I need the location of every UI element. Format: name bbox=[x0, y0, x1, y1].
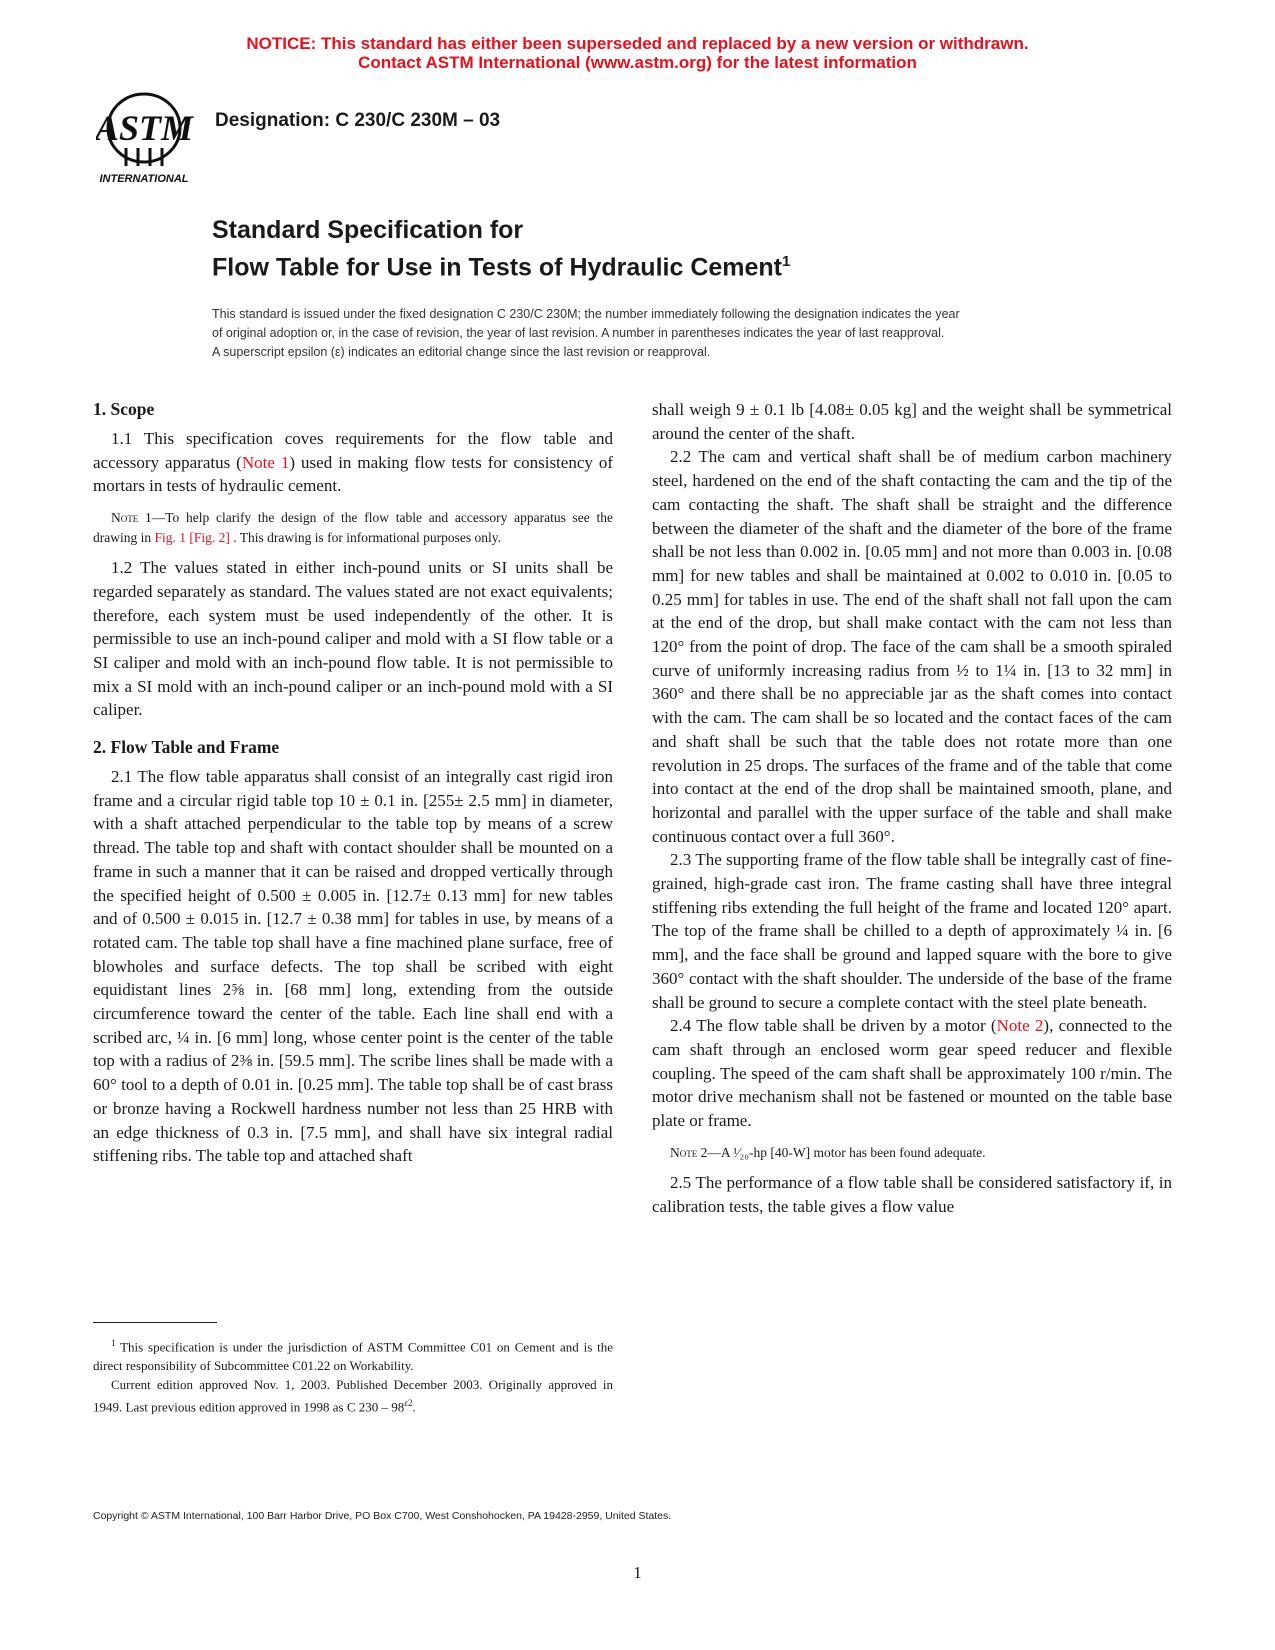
footnote-edition: Current edition approved Nov. 1, 2003. Published December 2003. Originally approved in 1949. Last previous edition approved in 1998 as C $230 - 98^{\varepsilon 2}$. bbox=[93, 1377, 613, 1415]
title-footnote-ref[interactable]: 1 bbox=[782, 253, 791, 270]
paragraph-2-1-continued: shall weigh 9 ± 0.1 lb [4.08± 0.05 kg] and the weight shall be symmetrical around the center of the shaft. bbox=[652, 400, 1172, 443]
paragraph-2-1: 2.1 The flow table apparatus shall consist of an integrally cast rigid iron frame and a circular rigid table top 10 ± 0.1 in. [255± 2.5 mm] in diameter, with a shaft attached perpendicular to the table top by means of a screw thread. The table top and shaft with contact shoulder shall be mounted on a frame in such a manner that it can be raised and dropped vertically through the specified height of 0.500 ± 0.005 in. [12.7± 0.13 mm] for new tables and of 0.500 ± 0.015 in. [12.7 ± 0.38 mm] for tables in use, by means of a rotated cam. The table top shall have a fine machined plane surface, free of blowholes and surface defects. The top shall be scribed with eight equidistant lines 2⅝ in. [68 mm] long, extending from the outside circumference toward the center of the table. Each line shall end with a scribed arc, ¼ in. [6 mm] long, whose center point is the center of the table top with a radius of 2⅜ in. [59.5 mm]. The scribe lines shall be made with a 60° tool to a depth of 0.01 in. [0.25 mm]. The table top shall be of cast brass or bronze having a Rockwell hardness number not less than 25 HRB with an edge thickness of 0.3 in. [7.5 mm], and shall have six integral radial stiffening ribs. The table top and attached shaft bbox=[93, 767, 613, 1166]
title-line-1: Standard Specification for bbox=[212, 216, 524, 244]
footnotes bbox=[93, 1334, 613, 1417]
paragraph-2-5: 2.5 The performance of a flow table shall be considered satisfactory if, in calibration tests, the table gives a flow value bbox=[652, 1172, 1172, 1216]
fig-2-link[interactable]: [Fig. 2] bbox=[189, 530, 230, 546]
note-2: Note 2—A ¹⁄₂₀-hp [40-W] motor has been found adequate. bbox=[670, 1144, 986, 1160]
copyright: Copyright © ASTM International, 100 Barr Harbor Drive, PO Box C700, West Conshohocken, PA 19428-2959, United States. bbox=[93, 1510, 672, 1522]
page-title bbox=[212, 215, 790, 283]
paragraph-2-2: 2.2 The cam and vertical shaft shall be of medium carbon machinery steel, hardened on the end of the shaft contacting the cam and the tip of the cam contacting the shaft. The shaft shall be straight and the difference between the diameter of the shaft and the diameter of the bore of the frame shall be not less than 0.002 in. [0.05 mm] and not more than 0.003 in. [0.08 mm] for new tables and shall be maintained at 0.002 to 0.010 in. [0.05 to 0.25 mm] for tables in use. The end of the shaft shall not fall upon the cam at the end of the drop, but shall make contact with the cam not less than 120° from the point of drop. The face of the cam shall be a smooth spiraled curve of uniformly increasing radius from ½ to 1¼ in. [13 to 32 mm] in 360° and there shall be no appreciable jar as the shaft comes into contact with the cam. The cam shall be so located and the contact faces of the cam and shaft shall be such that the table does not rotate more than one revolution in 25 drops. The surfaces of the frame and of the table that come into contact at the end of the drop shall be maintained smooth, plane, and horizontal and parallel with the upper surface of the table and shall make continuous contact over a full 360°. bbox=[652, 447, 1172, 846]
paragraph-2-4: 2.4 The flow table shall be driven by a motor (Note 2), connected to the cam shaft through an enclosed worm gear speed reducer and flexible coupling. The speed of the cam shaft shall be approximately 100 r/min. The motor drive mechanism shall not be fastened or mounted on the table base plate or frame. bbox=[652, 1016, 1173, 1131]
scope-heading: 1. Scope bbox=[93, 399, 155, 419]
logo-text: INTERNATIONAL bbox=[99, 173, 189, 185]
footnote-divider bbox=[93, 1322, 217, 1323]
designation: Designation: C 230/C 230M – 03 bbox=[215, 110, 501, 131]
note-1-link[interactable]: Note 1 bbox=[241, 452, 290, 472]
astm-logo-icon bbox=[96, 88, 196, 188]
paragraph-1-2: 1.2 The values stated in either inch-pound units or SI units shall be regarded separately as standard. The values stated are not exact equivalents; therefore, each system must be used independently of the other. It is permissible to use an inch-pound caliper and mold with a SI flow table or a SI caliper and mold with an inch-pound flow table. It is not permissible to mix a SI mold with an inch-pound caliper or an inch-pound mold with a SI caliper. bbox=[93, 558, 613, 720]
left-column bbox=[93, 398, 613, 1168]
paragraph-2-3: 2.3 The supporting frame of the flow table shall be integrally cast of fine-grained, high-grade cast iron. The frame casting shall have three integral stiffening ribs extending the full height of the frame and located 120° apart. The top of the frame shall be chilled to a depth of approximately ¼ in. [6 mm], and the face shall be ground and lapped square with the bore to give 360° contact with the shaft shoulder. The underside of the base of the frame shall be ground to secure a complete contact with the steel plate beneath. bbox=[652, 850, 1172, 1012]
title-line-2: Flow Table for Use in Tests of Hydraulic Cement$^1$ bbox=[212, 253, 791, 282]
page-number: 1 bbox=[633, 1563, 642, 1582]
note-1: Note 1—To help clarify the design of the flow table and accessory apparatus see the drawing in Fig. 1 [Fig. 2] . This drawing is for informational purposes only. bbox=[93, 510, 613, 546]
right-column bbox=[652, 398, 1172, 1218]
footnote-1: $^1$ This specification is under the jurisdiction of ASTM Committee C01 on Cement and is the direct responsibility of Subcommittee C01.22 on Workability. bbox=[93, 1338, 613, 1374]
issuance-statement: This standard is issued under the fixed designation C 230/C 230M; the number immediately following the designation indicates the year of original adoption or, in the case of revision, the year of last revision. A number in parentheses indicates the year of last reapproval. A superscript epsilon (ε) indicates an editorial change since the last revision or reapproval. bbox=[212, 307, 960, 359]
note-2-link[interactable]: Note 2 bbox=[996, 1016, 1044, 1036]
withdrawal-notice bbox=[0, 34, 1275, 72]
paragraph-1-1: 1.1 This specification coves requirements for the flow table and accessory apparatus (Note 1) used in making flow tests for consistency of mortars in tests of hydraulic cement. bbox=[93, 429, 614, 496]
flow-table-heading: 2. Flow Table and Frame bbox=[93, 737, 280, 758]
notice-line-2: Contact ASTM International (www.astm.org) for the latest information bbox=[358, 53, 917, 72]
notice-line-1: NOTICE: This standard has either been superseded and replaced by a new version or withdrawn. bbox=[246, 34, 1029, 53]
fig-1-link[interactable]: Fig. 1 bbox=[154, 530, 187, 546]
svg-text:ASTM: ASTM bbox=[96, 108, 194, 148]
